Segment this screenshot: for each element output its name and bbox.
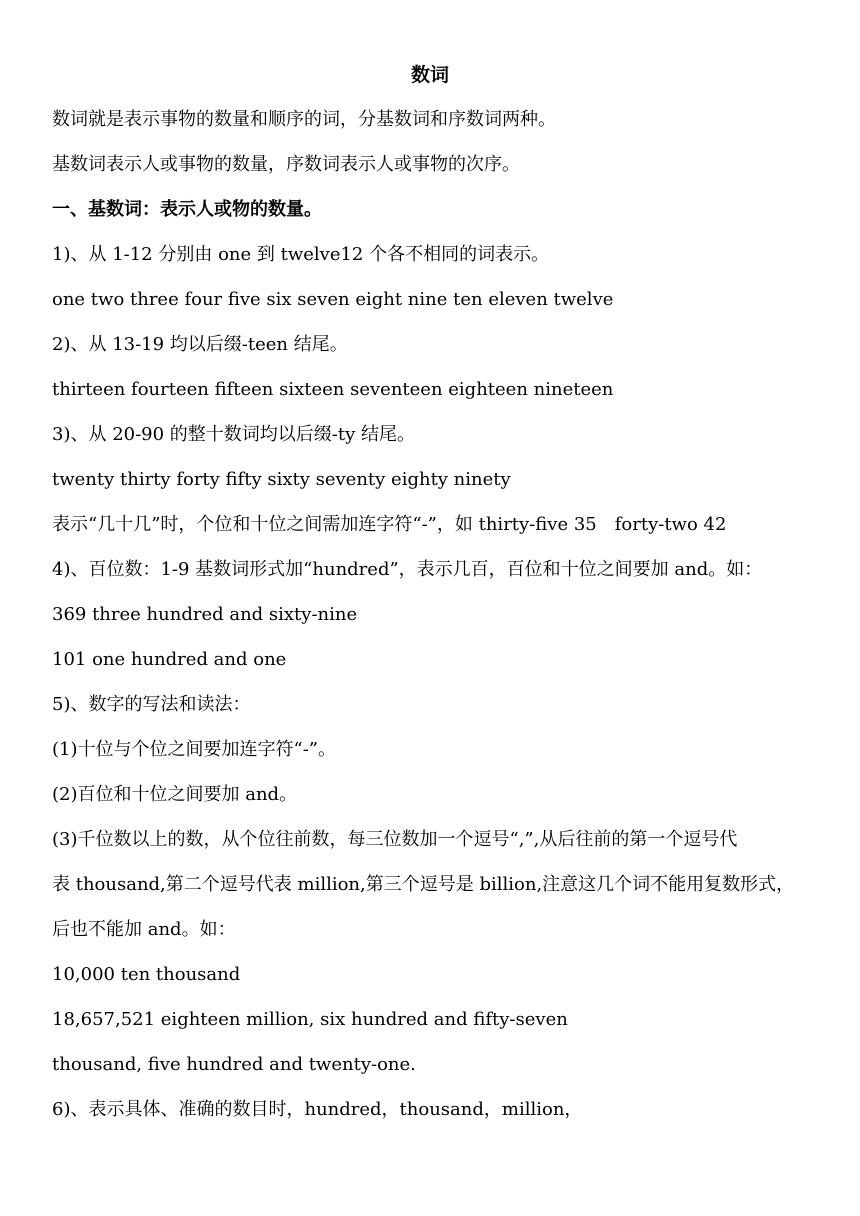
rule-writing-3-line1: (3)千位数以上的数，从个位往前数，每三位数加一个逗号“,”,从后往前的第一个逗号代 [52,829,738,850]
rule-writing-2: (2)百位和十位之间要加 and。 [52,784,298,805]
rule-writing-1: (1)十位与个位之间要加连字符“-”。 [52,739,336,760]
rule-13-19: 2)、从 13-19 均以后缀-teen 结尾。 [52,334,348,355]
example-18657521-line2: thousand, five hundred and twenty-one. [52,1054,416,1075]
rule-exact-numbers: 6)、表示具体、准确的数目时，hundred，thousand，million， [52,1099,583,1120]
section-heading-cardinal: 一、基数词：表示人或物的数量。 [52,199,322,220]
example-tens: twenty thirty forty fifty sixty seventy eighty ninety [52,469,511,490]
rule-hyphen: 表示“几十几”时，个位和十位之间需加连字符“-”，如 thirty-five 35 forty-two 42 [52,514,727,535]
paragraph-definition: 数词就是表示事物的数量和顺序的词，分基数词和序数词两种。 [52,109,556,130]
rule-writing-reading: 5)、数字的写法和读法： [52,694,251,715]
example-teens: thirteen fourteen fifteen sixteen seventeen eighteen nineteen [52,379,614,400]
example-18657521-line1: 18,657,521 eighteen million, six hundred and fifty-seven [52,1009,568,1030]
rule-1-12: 1)、从 1-12 分别由 one 到 twelve12 个各不相同的词表示。 [52,244,550,265]
document-title: 数词 [410,64,449,86]
example-101: 101 one hundred and one [52,649,287,670]
rule-writing-3-line2: 表 thousand,第二个逗号代表 million,第三个逗号是 billion,注意这几个词不能用复数形式， [52,874,795,895]
example-10000: 10,000 ten thousand [52,964,241,985]
rule-hundreds: 4)、百位数：1-9 基数词形式加“hundred”，表示几百，百位和十位之间要加 and。如： [52,559,763,580]
paragraph-cardinal-ordinal: 基数词表示人或事物的数量，序数词表示人或事物的次序。 [52,154,520,175]
rule-writing-3-line3: 后也不能加 and。如： [52,919,236,940]
example-369: 369 three hundred and sixty-nine [52,604,358,625]
example-one-to-twelve: one two three four five six seven eight nine ten eleven twelve [52,289,614,310]
rule-20-90: 3)、从 20-90 的整十数词均以后缀-ty 结尾。 [52,424,416,445]
